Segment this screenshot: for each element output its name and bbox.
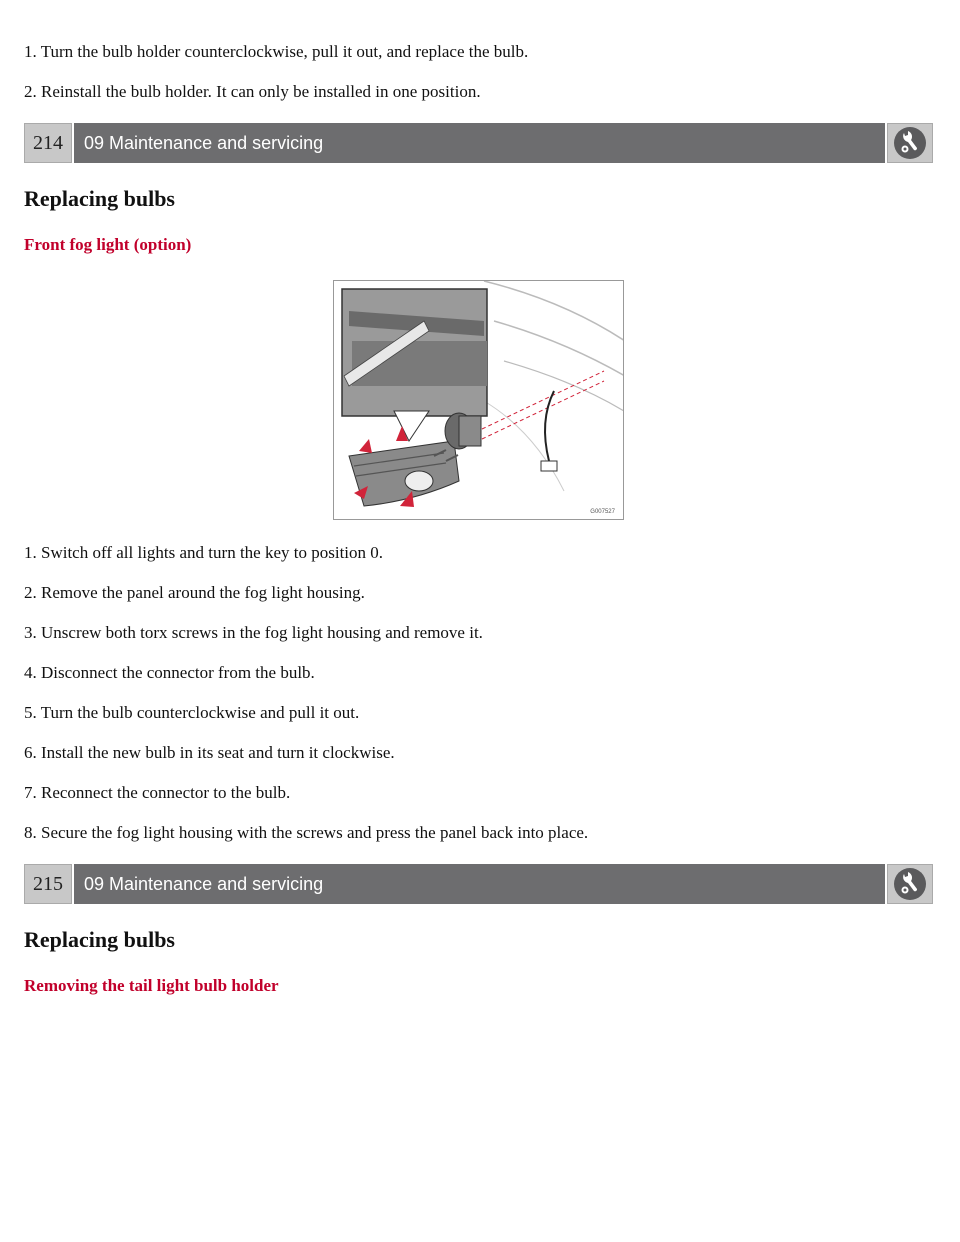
section-heading: Replacing bulbs bbox=[24, 186, 175, 211]
page-number: 214 bbox=[24, 123, 72, 163]
step-8: 8. Secure the fog light housing with the screws and press the panel back into place. bbox=[24, 823, 589, 842]
step-4: 4. Disconnect the connector from the bulb. bbox=[24, 663, 315, 682]
wrench-icon bbox=[887, 864, 933, 904]
step-3: 3. Unscrew both torx screws in the fog light housing and remove it. bbox=[24, 623, 483, 642]
section-heading: Replacing bulbs bbox=[24, 927, 175, 952]
step-5: 5. Turn the bulb counterclockwise and pull it out. bbox=[24, 703, 360, 722]
chapter-title: 09 Maintenance and servicing bbox=[74, 864, 885, 904]
intro-step-1: 1. Turn the bulb holder counterclockwise, pull it out, and replace the bulb. bbox=[24, 42, 529, 61]
page-number: 215 bbox=[24, 864, 72, 904]
section-subheading: Front fog light (option) bbox=[24, 235, 192, 254]
chapter-title: 09 Maintenance and servicing bbox=[74, 123, 885, 163]
step-1: 1. Switch off all lights and turn the key to position 0. bbox=[24, 543, 384, 562]
chapter-bar-215 bbox=[24, 864, 933, 904]
step-6: 6. Install the new bulb in its seat and turn it clockwise. bbox=[24, 743, 395, 762]
chapter-bar-214 bbox=[24, 123, 933, 163]
figure-code: G007527 bbox=[590, 509, 615, 515]
step-2: 2. Remove the panel around the fog light housing. bbox=[24, 583, 365, 602]
step-7: 7. Reconnect the connector to the bulb. bbox=[24, 783, 291, 802]
intro-step-2: 2. Reinstall the bulb holder. It can only be installed in one position. bbox=[24, 82, 481, 101]
section-subheading: Removing the tail light bulb holder bbox=[24, 976, 279, 995]
wrench-icon bbox=[887, 123, 933, 163]
fog-light-illustration bbox=[333, 280, 624, 520]
